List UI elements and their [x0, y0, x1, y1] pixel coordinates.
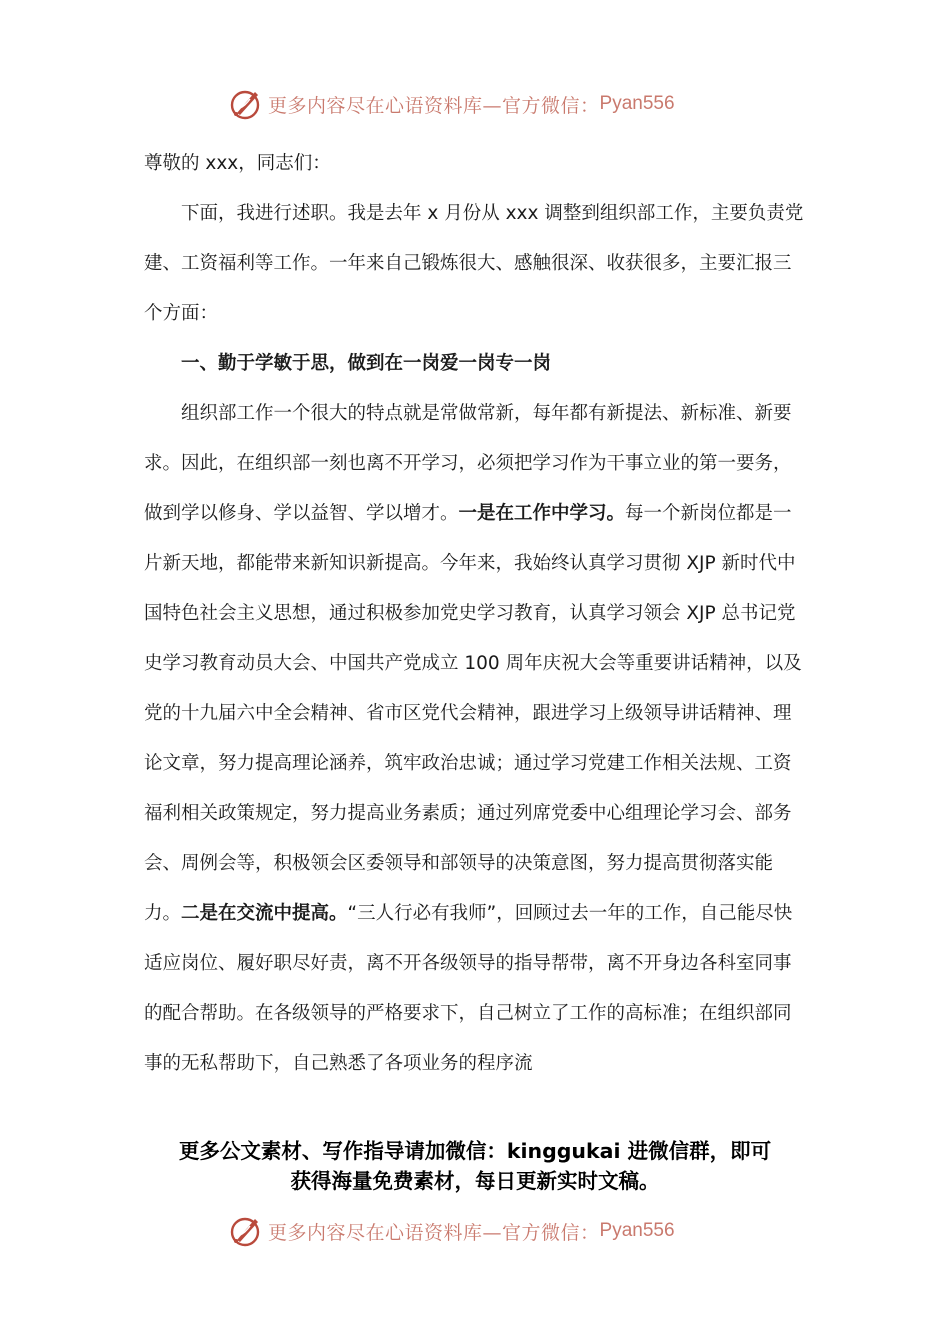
paragraph-text: “三人行必有我师”，回顾过去一年的工作，自己能尽快适应岗位、履好职尽好责，离不开各级领导的指导帮带，离不开身边各科室同事的配合帮助。在各级领导的严格要求下，自己树立了工作的高标准；在组织部同事的无私帮助下，自己熟悉了各项业务的程序流	[144, 903, 793, 1074]
bold-point-1: 一是在工作中学习。	[458, 503, 626, 524]
watermark-text: 更多内容尽在心语资料库—官方微信：	[268, 94, 600, 117]
promo-line-1: 更多公文素材、写作指导请加微信：kinggukai 进微信群，即可	[178, 1139, 772, 1163]
bold-point-2: 二是在交流中提高。	[181, 903, 348, 924]
watermark-header	[228, 84, 748, 124]
section-heading: 一、勤于学敏于思，做到在一岗爱一岗专一岗	[181, 353, 552, 374]
intro-paragraph: 下面，我进行述职。我是去年 x 月份从 xxx 调整到组织部工作，主要负责党建、工资福利等工作。一年来自己锻炼很大、感触很深、收获很多，主要汇报三个方面：	[144, 203, 804, 324]
watermark-footer	[228, 1211, 748, 1251]
paragraph-text: 组织部工作一个很大的特点就是常做常新，每年都有新提法、新标准、新要求。因此，在组织部一刻也离不开学习，必须把学习作为干事立业的第一要务，做到学以修身、学以益智、学以增才。	[144, 403, 792, 524]
quill-logo-icon	[228, 1213, 264, 1249]
watermark-text: 更多内容尽在心语资料库—官方微信：	[268, 1221, 600, 1244]
section-paragraph	[144, 389, 806, 1089]
document-body	[144, 139, 806, 1089]
watermark-wechat-id: Pyan556	[599, 1220, 675, 1241]
promo-line-2: 获得海量免费素材，每日更新实时文稿。	[290, 1169, 660, 1193]
greeting: 尊敬的 xxx，同志们：	[144, 153, 331, 174]
watermark-wechat-id: Pyan556	[599, 93, 675, 114]
promo-banner	[120, 1136, 830, 1196]
quill-logo-icon	[228, 86, 264, 122]
paragraph-text: 每一个新岗位都是一片新天地，都能带来新知识新提高。今年来，我始终认真学习贯彻 XJP 新时代中国特色社会主义思想，通过积极参加党史学习教育，认真学习领会 XJP 总书记党史学习教育动员大会、中国共产党成立 100 周年庆祝大会等重要讲话精神，以及党的十九届六中全会精神、省市区党代会精神，跟进学习上级领导讲话精神、理论文章，努力提高理论涵养，筑牢政治忠诚；通过学习党建工作相关法规、工资福利相关政策规定，努力提高业务素质；通过列席党委中心组理论学习会、部务会、周例会等，积极领会区委领导和部领导的决策意图，努力提高贯彻落实能力。	[144, 503, 802, 924]
